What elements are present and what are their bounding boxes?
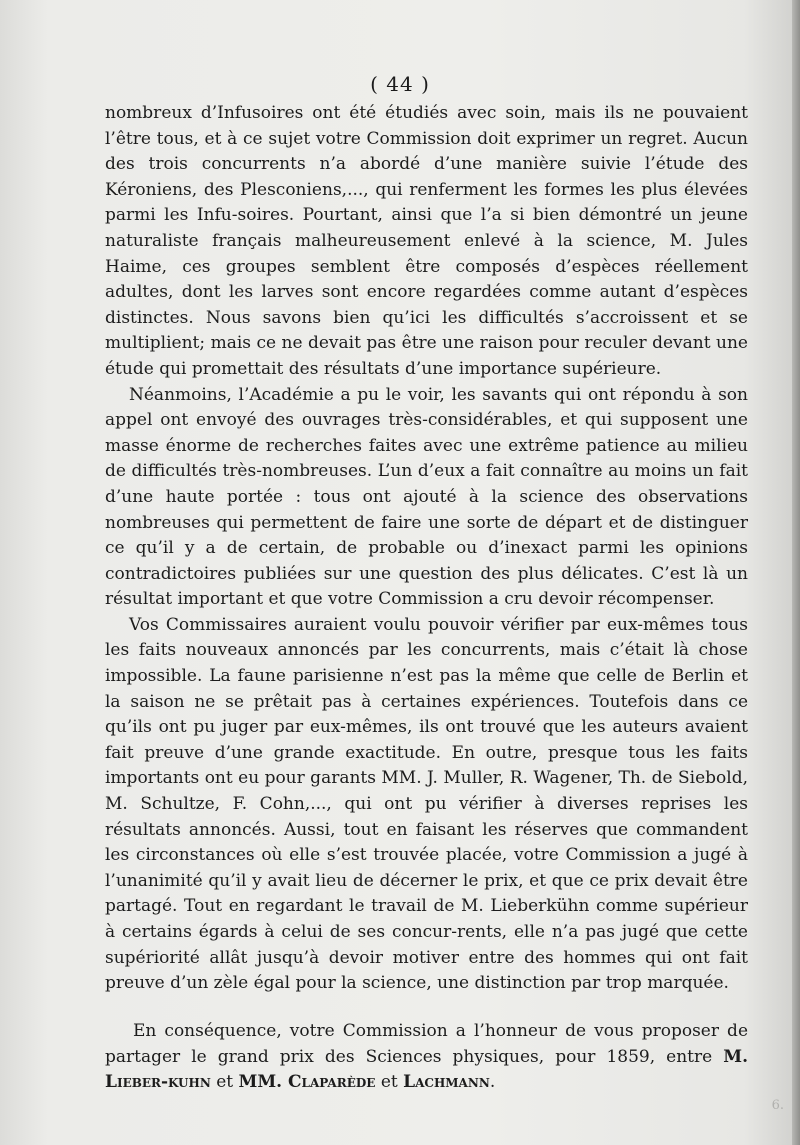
conclusion-end: . [489,1072,496,1093]
page-number: ( 44 ) [370,72,430,96]
laureate-2 [239,1072,376,1092]
paragraph-1: nombreux d’Infusoires ont été étudiés avec soin, mais ils ne pouvaient l’être tous, et à ce sujet votre Commission doit exprimer un regret. Aucun des trois concurrents n’a abordé d’une manière suivie l’étude des Kéroniens, des Plesconiens,..., qui renferment les formes les plus élevées parmi les Infu-soires. Pourtant, ainsi que l’a si bien démontré un jeune naturaliste français malheureusement enlevé à la science, M. Jules Haime, ces groupes semblent être composés d’espèces réellement adultes, dont les larves sont encore regardées comme autant d’espèces distinctes. Nous savons bien qu’ici les difficultés s’accroissent et se multiplient; mais ce ne devait pas être une raison pour reculer devant une étude qui promettait des résultats d’une importance supérieure. [105,103,748,379]
conclusion-paragraph [105,1019,748,1096]
conclusion-lead: En conséquence, votre Commission a l’honneur de vous proposer de partager le grand prix des Sciences physiques, pour 1859, entre [105,1021,748,1067]
page-edge-shadow [792,0,800,1145]
paragraph-2: Néanmoins, l’Académie a pu le voir, les savants qui ont répondu à son appel ont envoyé des ouvrages très-considérables, et qui supposent une masse énorme de recherches faites avec une extrême patience au milieu de difficultés très-nombreuses. L’un d’eux a fait connaître au moins un fait d’une haute portée : tous ont ajouté à la science des observations nombreuses qui permettent de faire une sorte de départ et de distinguer ce qu’il y a de certain, de probable ou d’inexact parmi les opinions contradictoires publiées sur une question des plus délicates. C’est là un résultat important et que votre Commission a cru devoir récompenser. [105,384,748,610]
laureate-1-prefix: M. [723,1046,748,1067]
conjunction-2: et [375,1072,404,1093]
laureate-2-name: Claparède [288,1072,376,1093]
laureate-2-prefix: MM. [238,1072,288,1093]
paragraph-3: Vos Commissaires auraient voulu pouvoir vérifier par eux-mêmes tous les faits nouveaux annoncés par les concurrents, mais c’était là chose impossible. La faune parisienne n’est pas la même que celle de Berlin et la saison ne se prêtait pas à certaines expériences. Toutefois dans ce qu’ils ont pu juger par eux-mêmes, ils ont trouvé que les auteurs avaient fait preuve d’une grande exactitude. En outre, presque tous les faits importants ont eu pour garants MM. J. Muller, R. Wagener, Th. de Siebold, M. Schultze, F. Cohn,..., qui ont pu vérifier à diverses reprises les résultats annoncés. Aussi, tout en faisant les réserves que commandent les circonstances où elle s’est trouvée placée, votre Commission a jugé à l’unanimité qu’il y avait lieu de décerner le prix, et que ce prix devait être partagé. Tout en regardant le travail de M. Lieberkühn comme supérieur à certains égards à celui de ses concur-rents, elle n’a pas jugé que cette supériorité allât jusqu’à devoir motiver entre des hommes qui ont fait preuve d’un zèle égal pour la science, une distinction par trop marquée. [105,614,748,994]
conjunction-1: et [210,1072,239,1093]
body-text [105,101,748,997]
laureate-3-name: Lachmann [403,1072,490,1093]
bleed-through-mark: 6. [771,1098,784,1113]
laureate-1-name: Lieber-kuhn [105,1072,211,1093]
